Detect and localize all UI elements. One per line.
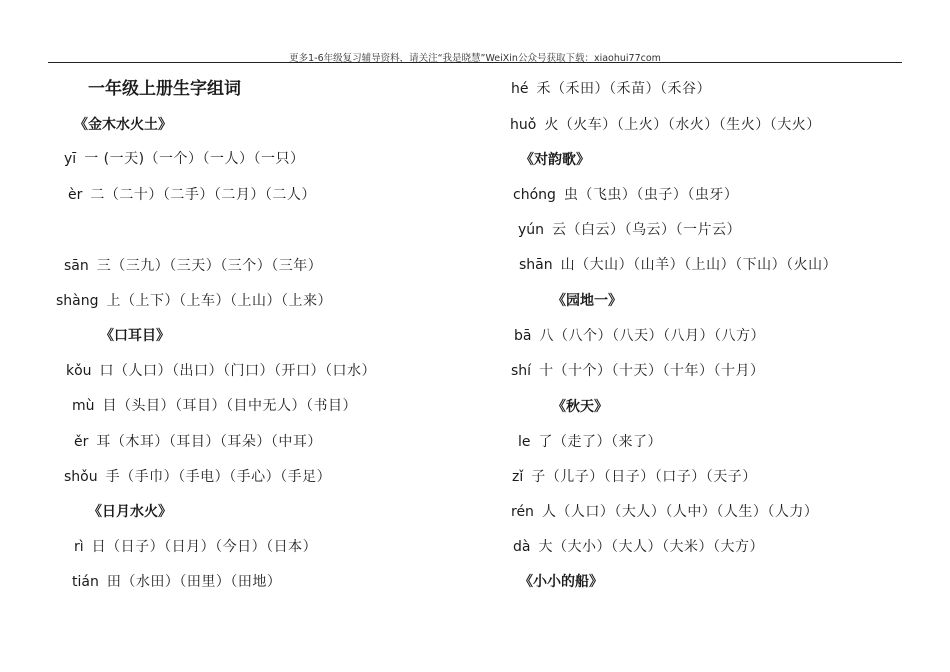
section-heading: 《对韵歌》 [520, 152, 590, 168]
word-entry [513, 186, 738, 204]
page-title: 一年级上册生字组词 [88, 79, 241, 99]
word-group: 日（日子）（日月）（今日）（日本） [91, 539, 318, 555]
pinyin: rén [511, 504, 534, 520]
section-heading: 《金木水火土》 [74, 117, 172, 133]
word-entry [518, 221, 741, 239]
pinyin: tián [72, 574, 99, 590]
word-entry [64, 468, 331, 486]
word-group: 三（三九）（三天）（三个）（三年） [96, 258, 323, 274]
header-rule [48, 62, 902, 63]
word-group: 子（儿子）（日子）（口子）（天子） [531, 469, 757, 485]
word-group: 云（白云）（乌云）（一片云） [552, 222, 742, 238]
word-group: 十（十个）（十天）（十年）（十月） [539, 363, 765, 379]
word-group: 禾（禾田）（禾苗）（禾谷） [536, 81, 711, 97]
pinyin: chóng [513, 187, 556, 203]
word-entry [64, 150, 305, 168]
pinyin: shàng [56, 293, 99, 309]
word-group: 山（大山）（山羊）（上山）（下山）（火山） [560, 257, 838, 273]
word-entry [72, 573, 281, 591]
pinyin: yī [64, 151, 77, 167]
word-group: 了（走了）（来了） [538, 434, 663, 450]
word-entry [518, 433, 662, 451]
word-entry [64, 257, 322, 275]
word-entry [72, 397, 357, 415]
word-entry [68, 186, 316, 204]
pinyin: shǒu [64, 469, 98, 485]
word-group: 手（手巾）（手电）（手心）（手足） [105, 469, 332, 485]
pinyin: èr [68, 187, 83, 203]
word-entry [514, 327, 765, 345]
pinyin: sān [64, 258, 89, 274]
word-group: 人（人口）（大人）（人中）（人生）（人力） [541, 504, 819, 520]
word-entry [510, 116, 821, 134]
word-entry [519, 256, 837, 274]
word-group: 二（二十）（二手）（二月）（二人） [90, 187, 316, 203]
pinyin: kǒu [66, 363, 92, 379]
pinyin: bā [514, 328, 532, 344]
word-entry [74, 433, 322, 451]
pinyin: yún [518, 222, 545, 238]
word-entry [513, 538, 764, 556]
word-group: 一 (一天)（一个）（一人）（一只） [84, 151, 305, 167]
word-entry [56, 292, 332, 310]
word-group: 口（人口）（出口）（门口）（开口）（口水） [99, 363, 377, 379]
word-group: 田（水田）（田里）（田地） [106, 574, 282, 590]
word-group: 目（头目）（耳目）（目中无人）（书目） [102, 398, 358, 414]
section-heading: 《小小的船》 [519, 574, 603, 590]
word-entry [66, 362, 376, 380]
pinyin: dà [513, 539, 531, 555]
pinyin: mù [72, 398, 95, 414]
pinyin: shān [519, 257, 553, 273]
word-entry [74, 538, 317, 556]
section-heading: 《口耳目》 [100, 328, 170, 344]
word-entry [511, 362, 765, 380]
pinyin: rì [74, 539, 84, 555]
word-group: 大（大小）（大人）（大米）（大方） [538, 539, 764, 555]
word-entry [511, 80, 711, 98]
word-group: 八（八个）（八天）（八月）（八方） [539, 328, 765, 344]
word-group: 虫（飞虫）（虫子）（虫牙） [563, 187, 739, 203]
word-entry [511, 503, 818, 521]
pinyin: huǒ [510, 117, 537, 133]
page-header-note: 更多1-6年级复习辅导资料，请关注“我是晓慧”WeiXin公众号获取下载：xiaohui77com [289, 53, 661, 64]
word-group: 上（上下）（上车）（上山）（上来） [106, 293, 333, 309]
section-heading: 《日月水火》 [88, 504, 172, 520]
pinyin: shí [511, 363, 532, 379]
pinyin: zǐ [512, 469, 524, 485]
word-entry [512, 468, 757, 486]
section-heading: 《园地一》 [552, 293, 622, 309]
pinyin: ěr [74, 434, 89, 450]
section-heading: 《秋天》 [552, 399, 608, 415]
pinyin: le [518, 434, 531, 450]
word-group: 火（火车）（上火）（水火）（生火）（大火） [544, 117, 821, 133]
pinyin: hé [511, 81, 529, 97]
word-group: 耳（木耳）（耳目）（耳朵）（中耳） [96, 434, 322, 450]
